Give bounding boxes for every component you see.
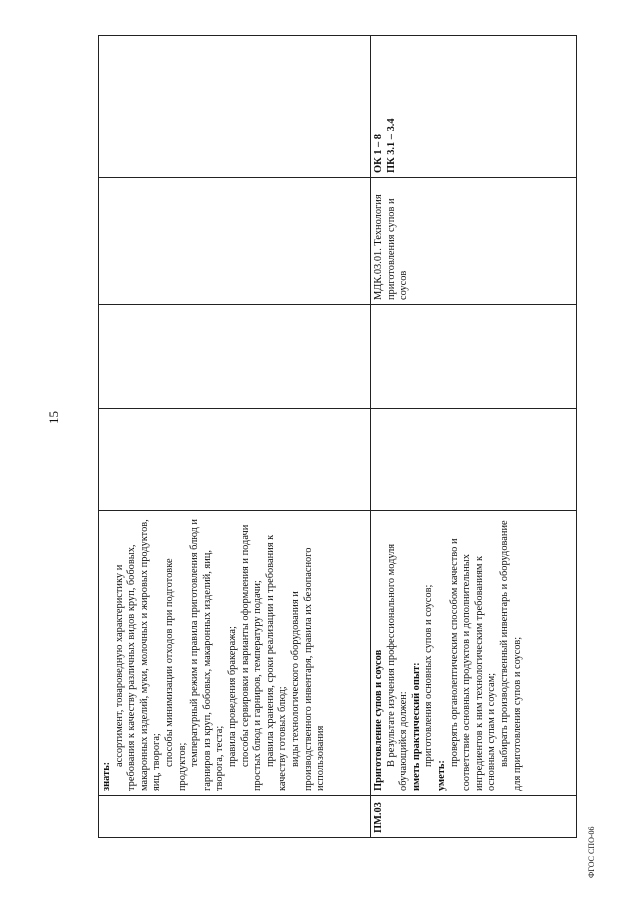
competence-pk: ПК 3.1 – 3.4 — [385, 118, 397, 173]
footer-code: ФГОС СПО-06 — [587, 826, 596, 878]
page-number: 15 — [46, 411, 61, 424]
table-row — [99, 36, 371, 838]
curriculum-table-rotated — [98, 36, 576, 838]
cell-hours-aud-empty — [371, 305, 577, 409]
knowledge-item: температурный режим и правила приготовления блюд и гарниров из круп, бобовых, макаронных изделий, яиц, творога, теста; — [189, 519, 226, 791]
knowledge-item: ассортимент, товароведную характеристику и требования к качеству различных видов круп, бобовых, макаронных изделий, муки, молочных и жировых продуктов, яиц, творога; — [113, 519, 163, 791]
skills-label: уметь: — [435, 760, 447, 791]
cell-hours-max-empty — [371, 409, 577, 511]
cell-hours-aud-empty — [99, 305, 371, 409]
skills-item: проверять органолептическим способом качество и соответствие основных продуктов и дополнительных ингредиентов к ним технологическим требованиям к основным супам и соусам; — [448, 538, 498, 791]
cell-module-description — [371, 511, 577, 796]
cell-mdk-empty — [99, 178, 371, 305]
cell-hours-max-empty — [99, 409, 371, 511]
knowledge-item: виды технологического оборудования и производственного инвентаря, правила их безопасного использования — [289, 547, 327, 791]
cell-competences — [371, 36, 577, 178]
skills-item: выбирать производственный инвентарь и оборудование для приготовления супов и соусов; — [498, 520, 523, 791]
knowledge-item: правила проведения бракеража; — [226, 626, 238, 767]
cell-mdk: МДК.03.01. Технология приготовления супов и соусов — [371, 178, 577, 305]
experience-item: приготовления основных супов и соусов; — [423, 584, 435, 767]
knowledge-item: способы минимизации отходов при подготовке продуктов; — [163, 558, 188, 791]
knowledge-item: правила хранения, сроки реализации и требования к качеству готовых блюд; — [264, 534, 289, 791]
competence-ok: ОК 1 – 8 — [373, 134, 384, 173]
module-intro: В результате изучения профессионального модуля обучающийся должен: — [385, 543, 410, 791]
knowledge-label: знать: — [101, 761, 112, 791]
module-title: Приготовление супов и соусов — [373, 649, 384, 791]
experience-label: иметь практический опыт: — [410, 662, 422, 791]
cell-code-empty — [99, 796, 371, 838]
cell-competences-empty — [99, 36, 371, 178]
table-row — [371, 36, 577, 838]
curriculum-table — [98, 35, 577, 838]
knowledge-item: способы сервировки и варианты оформления и подачи простых блюд и гарниров, температуру подачи; — [239, 524, 264, 791]
cell-knowledge — [99, 511, 371, 796]
module-code: ПМ.03 — [371, 796, 577, 838]
